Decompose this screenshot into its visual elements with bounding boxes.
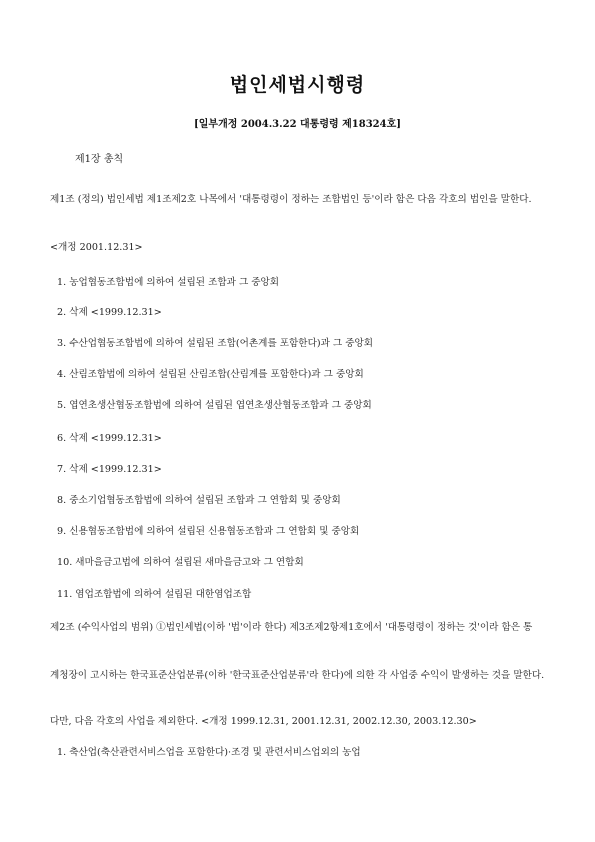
list-item: 8. 중소기업협동조합법에 의하여 설립된 조합과 그 연합회 및 중앙회 (57, 495, 341, 506)
list-item: 6. 삭제 <1999.12.31> (57, 433, 162, 444)
article-1-text: 제1조 (정의) 법인세법 제1조제2호 나목에서 '대통령령이 정하는 조합법인 등'이라 함은 다음 각호의 법인을 말한다. (50, 194, 532, 205)
list-item: 9. 신용협동조합법에 의하여 설립된 신용협동조합과 그 연합회 및 중앙회 (57, 526, 360, 537)
list-item: 7. 삭제 <1999.12.31> (57, 464, 162, 475)
chapter-heading: 제1장 총칙 (75, 154, 124, 165)
article-2-text: 제2조 (수익사업의 범위) ①법인세법(이하 '법'이라 한다) 제3조제2항제1호에서 '대통령령이 정하는 것'이라 함은 통 (50, 622, 533, 633)
amendment-notice: [일부개정 2004.3.22 대통령령 제18324호] (194, 119, 401, 130)
article-2-text-continued: 계청장이 고시하는 한국표준산업분류(이하 '한국표준산업분류'라 한다)에 의한 각 사업중 수익이 발생하는 것을 말한다. (50, 670, 545, 681)
article-1-amendment: <개정 2001.12.31> (50, 242, 143, 253)
list-item: 4. 산림조합법에 의하여 설립된 산림조합(산림계를 포함한다)과 그 중앙회 (57, 369, 364, 380)
list-item: 1. 축산업(축산관련서비스업을 포함한다)·조경 및 관련서비스업외의 농업 (57, 747, 361, 758)
article-2-proviso: 다만, 다음 각호의 사업을 제외한다. <개정 1999.12.31, 2001.12.31, 2002.12.30, 2003.12.30> (50, 716, 477, 727)
list-item: 10. 새마을금고법에 의하여 설립된 새마을금고와 그 연합회 (57, 557, 304, 568)
list-item: 3. 수산업협동조합법에 의하여 설립된 조합(어촌계를 포함한다)과 그 중앙회 (57, 338, 374, 349)
list-item: 5. 엽연초생산협동조합법에 의하여 설립된 엽연초생산협동조합과 그 중앙회 (57, 400, 372, 411)
list-item: 2. 삭제 <1999.12.31> (57, 307, 162, 318)
list-item: 1. 농업협동조합법에 의하여 설립된 조합과 그 중앙회 (57, 277, 280, 288)
document-title: 법인세법시행령 (229, 74, 366, 96)
list-item: 11. 염업조합법에 의하여 설립된 대한염업조합 (57, 589, 252, 600)
